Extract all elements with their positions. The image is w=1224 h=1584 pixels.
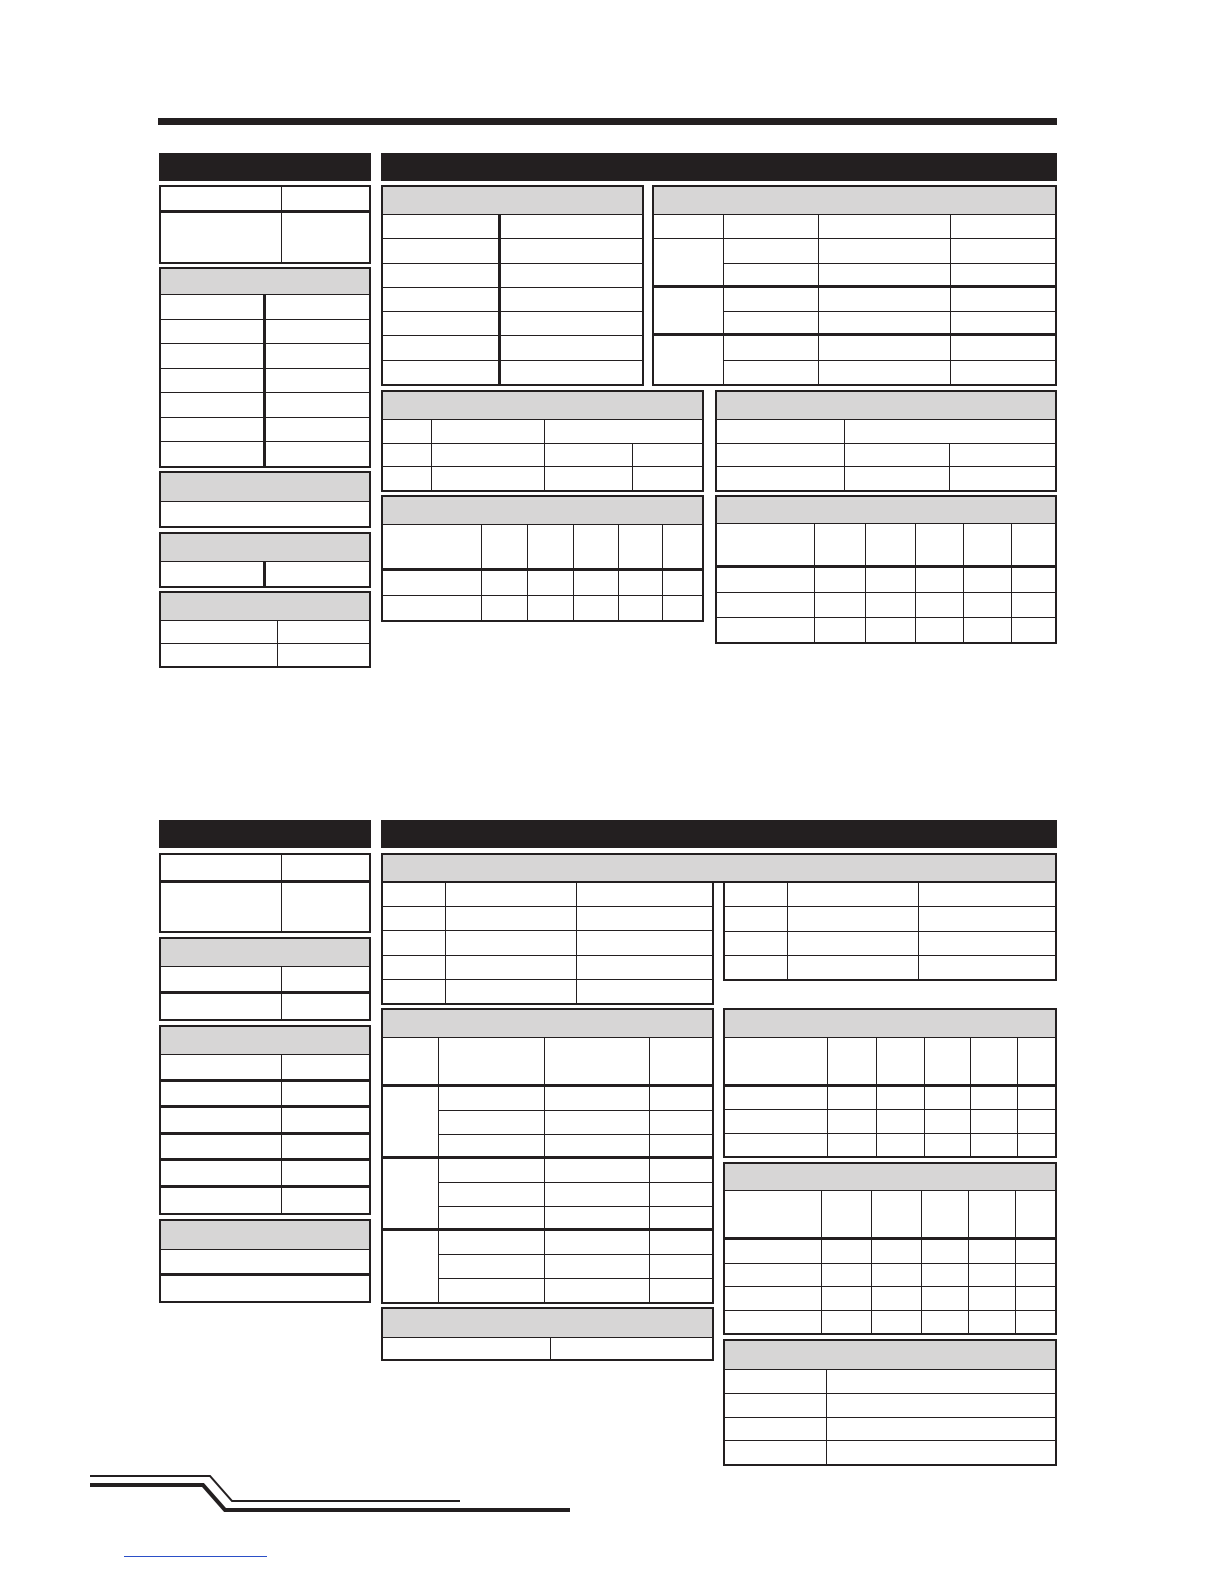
page-top-rule [158,118,1057,125]
s1-left-table-3 [159,471,371,528]
s1-left-table-4 [159,532,371,588]
s1-table-a [381,185,644,386]
section1-left-header-bar [159,153,371,181]
s1-left-table-2 [159,267,371,468]
s1-table-e [381,495,704,622]
s2-left-table-2 [159,937,371,1021]
footer-rule-graphic [88,1470,578,1518]
s2-table-d [723,1008,1057,1158]
s2-table-b [381,1008,714,1304]
s2-left-table-3 [159,1025,371,1215]
s1-table-d [715,390,1057,492]
s2-left-table-1 [159,853,371,933]
s1-left-table-5 [159,591,371,668]
s2-table-e [723,1162,1057,1335]
s2-table-f [723,1339,1057,1466]
s1-left-table-1 [159,185,371,264]
s2-table-c [381,1307,714,1361]
s2-table-a-right [723,881,1057,981]
s1-table-b [652,185,1057,386]
s2-table-a-left [381,881,714,1005]
section2-main-header-bar [381,820,1057,848]
s2-left-table-4 [159,1219,371,1303]
s1-table-f [715,495,1057,644]
footer-link[interactable] [124,1556,267,1557]
s2-table-a-header [381,853,1057,883]
section1-main-header-bar [381,153,1057,181]
s1-table-c [381,390,704,492]
section2-left-header-bar [159,820,371,848]
